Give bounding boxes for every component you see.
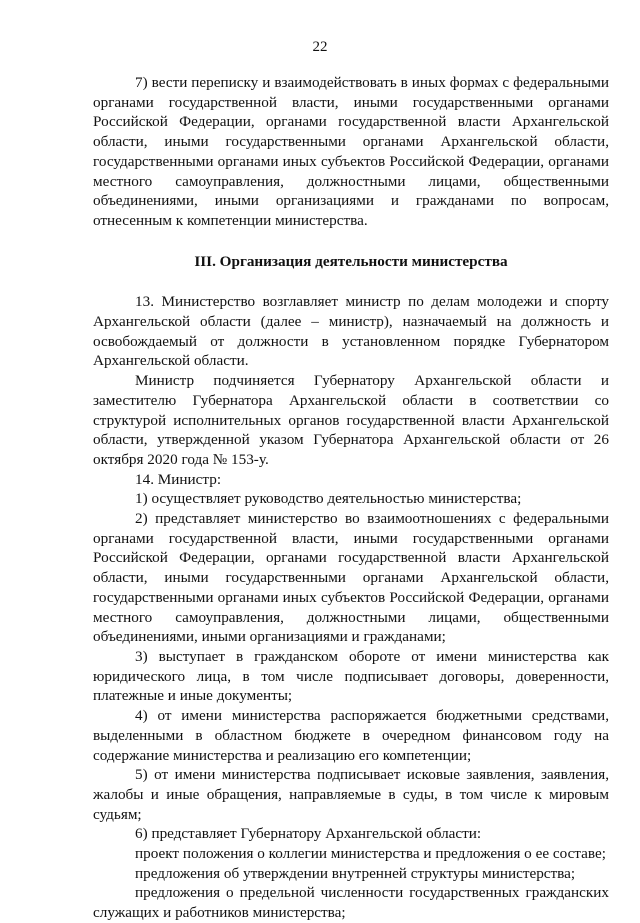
list-item-2: 2) представляет министерство во взаимоотношениях с федеральными органами государственной власти, иными государственными органами Российской Федерации, органами государственной власти Архангельской области, иными государственными органами Архангельской области, государственными органами иных субъектов Российской Федерации, органами местного самоуправления, должностными лицами, общественными объединениями, иными организациями и гражданами;: [93, 510, 609, 646]
sub-item-staff-count: предложения о предельной численности государственных гражданских служащих и работников министерства;: [93, 884, 609, 922]
list-item-6: 6) представляет Губернатору Архангельской области:: [135, 825, 482, 843]
page-number: 22: [312, 39, 328, 55]
sub-item-collegium: проект положения о коллегии министерства и предложения о ее составе;: [135, 845, 606, 863]
paragraph-minister-subordination: Министр подчиняется Губернатору Архангельской области и заместителю Губернатора Архангельской области в соответствии со структурой исполнительных органов государственной власти Архангельской области, утвержденной указом Губернатора Архангельской области от 26 октября 2020 года № 153-у.: [93, 372, 609, 468]
list-item-3: 3) выступает в гражданском обороте от имени министерства как юридического лица, в том числе подписывает договоры, доверенности, платежные и иные документы;: [93, 647, 609, 705]
paragraph-item-7: 7) вести переписку и взаимодействовать в иных формах с федеральными органами государственной власти, иными государственными органами Российской Федерации, органами государственной власти Архангельской области, иными государственными органами Архангельской области, государственными органами иных субъектов Российской Федерации, органами местного самоуправления, должностными лицами, общественными объединениями, иными организациями и гражданами по вопросам, отнесенным к компетенции министерства.: [93, 74, 609, 229]
list-item-5: 5) от имени министерства подписывает исковые заявления, заявления, жалобы и иные обращения, направляемые в суды, в том числе к мировым судьям;: [93, 766, 609, 823]
list-item-4: 4) от имени министерства распоряжается бюджетными средствами, выделенными в областном бюджете в очередном финансовом году на содержание министерства и реализацию его компетенции;: [93, 707, 609, 764]
list-item-1: 1) осуществляет руководство деятельностью министерства;: [135, 490, 522, 508]
sub-item-structure: предложения об утверждении внутренней структуры министерства;: [135, 864, 576, 882]
paragraph-14: 14. Министр:: [135, 470, 222, 488]
section-heading: III. Организация деятельности министерства: [194, 252, 508, 270]
document-body: [93, 73, 609, 923]
paragraph-13: 13. Министерство возглавляет министр по делам молодежи и спорту Архангельской области (далее – министр), назначаемый на должность и освобождаемый от должности в установленном порядке Губернатором Архангельской области.: [93, 293, 609, 370]
